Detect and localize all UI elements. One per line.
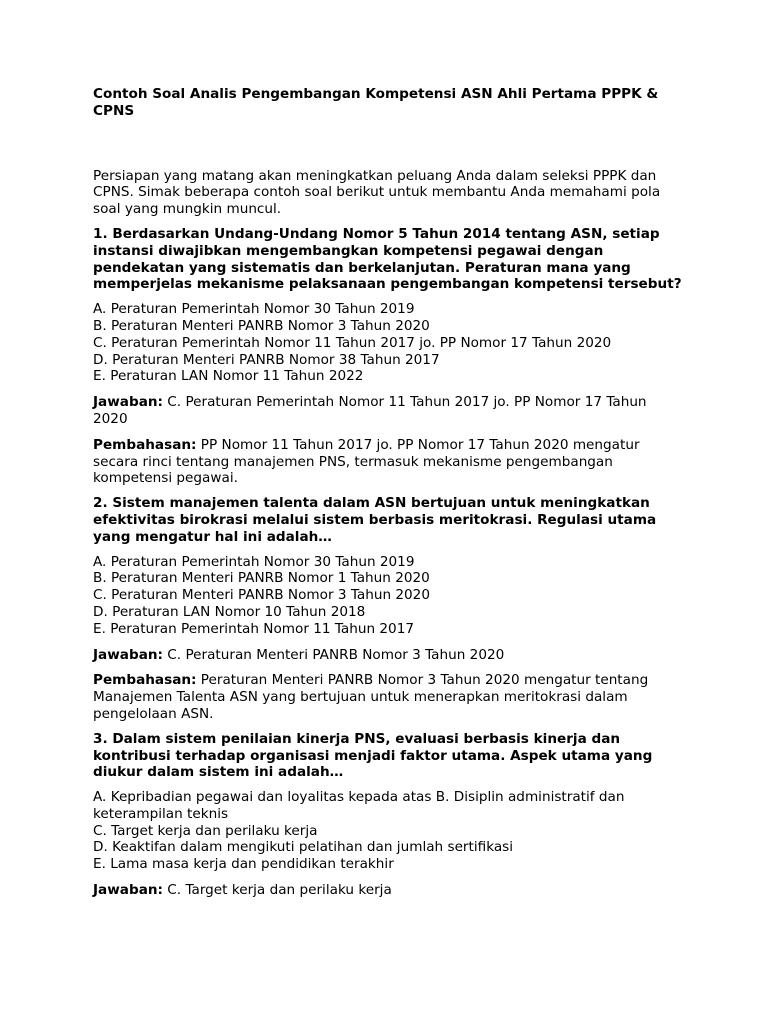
explanation-label: Pembahasan: <box>93 436 197 453</box>
question-1-option-b: B. Peraturan Menteri PANRB Nomor 3 Tahun 2020 <box>93 317 430 334</box>
intro-paragraph: Persiapan yang matang akan meningkatkan peluang Anda dalam seleksi PPPK dan CPNS. Simak beberapa contoh soal berikut untuk membantu Anda memahami pola soal yang mungkin muncul. <box>93 167 661 218</box>
question-2-text: 2. Sistem manajemen talenta dalam ASN bertujuan untuk meningkatkan efektivitas birokrasi melalui sistem berbasis meritokrasi. Regulasi utama yang mengatur hal ini adalah… <box>93 495 657 545</box>
answer-label: Jawaban: <box>93 394 163 411</box>
question-1-answer <box>93 394 683 428</box>
explanation-label: Pembahasan: <box>93 672 197 689</box>
question-3-answer-text: C. Target kerja dan perilaku kerja <box>162 882 392 899</box>
question-2-option-d: D. Peraturan LAN Nomor 10 Tahun 2018 <box>93 603 366 620</box>
document-title: Contoh Soal Analis Pengembangan Kompetensi ASN Ahli Pertama PPPK & CPNS <box>93 86 659 119</box>
question-2-option-b: B. Peraturan Menteri PANRB Nomor 1 Tahun 2020 <box>93 570 430 587</box>
question-3-answer <box>93 882 683 899</box>
question-1-option-a: A. Peraturan Pemerintah Nomor 30 Tahun 2019 <box>93 301 415 318</box>
question-2-explanation <box>93 672 683 722</box>
question-3-option-e: E. Lama masa kerja dan pendidikan terakhir <box>93 856 394 873</box>
question-1-option-e: E. Peraturan LAN Nomor 11 Tahun 2022 <box>93 368 364 385</box>
question-1-explanation <box>93 437 683 487</box>
question-1-options <box>93 301 683 385</box>
question-2-option-a: A. Peraturan Pemerintah Nomor 30 Tahun 2019 <box>93 553 415 570</box>
question-1-option-c: C. Peraturan Pemerintah Nomor 11 Tahun 2017 jo. PP Nomor 17 Tahun 2020 <box>93 334 612 351</box>
question-2-option-e: E. Peraturan Pemerintah Nomor 11 Tahun 2017 <box>93 620 415 637</box>
question-1-explanation-text: PP Nomor 11 Tahun 2017 jo. PP Nomor 17 Tahun 2020 mengatur secara rinci tentang manajemen PNS, termasuk mekanisme pengembangan kompetensi pegawai. <box>93 436 640 487</box>
question-2-explanation-text: Peraturan Menteri PANRB Nomor 3 Tahun 2020 mengatur tentang Manajemen Talenta ASN yang bertujuan untuk menerapkan meritokrasi dalam pengelolaan ASN. <box>93 672 649 722</box>
document-page <box>93 86 683 899</box>
question-2-answer-text: C. Peraturan Menteri PANRB Nomor 3 Tahun 2020 <box>162 646 505 663</box>
question-2-options <box>93 554 683 638</box>
question-3-option-a-b: A. Kepribadian pegawai dan loyalitas kepada atas B. Disiplin administratif dan keterampilan teknis <box>93 789 625 822</box>
question-1-text: 1. Berdasarkan Undang-Undang Nomor 5 Tahun 2014 tentang ASN, setiap instansi diwajibkan mengembangkan kompetensi pegawai dengan pendekatan yang sistematis dan berkelanjutan. Peraturan mana yang memperjelas mekanisme pelaksanaan pengembangan kompetensi tersebut? <box>93 225 682 293</box>
question-3-option-d: D. Keaktifan dalam mengikuti pelatihan dan jumlah sertifikasi <box>93 839 514 856</box>
question-3-options <box>93 789 683 873</box>
question-2-option-c: C. Peraturan Menteri PANRB Nomor 3 Tahun 2020 <box>93 587 430 604</box>
question-3-option-c: C. Target kerja dan perilaku kerja <box>93 822 318 839</box>
question-1-option-d: D. Peraturan Menteri PANRB Nomor 38 Tahun 2017 <box>93 351 440 368</box>
answer-label: Jawaban: <box>93 646 163 663</box>
question-2-answer <box>93 647 683 664</box>
answer-label: Jawaban: <box>93 882 163 899</box>
question-3-text: 3. Dalam sistem penilaian kinerja PNS, evaluasi berbasis kinerja dan kontribusi terhadap organisasi menjadi faktor utama. Aspek utama yang diukur dalam sistem ini adalah… <box>93 730 653 781</box>
question-1-answer-text: C. Peraturan Pemerintah Nomor 11 Tahun 2017 jo. PP Nomor 17 Tahun 2020 <box>93 394 647 427</box>
